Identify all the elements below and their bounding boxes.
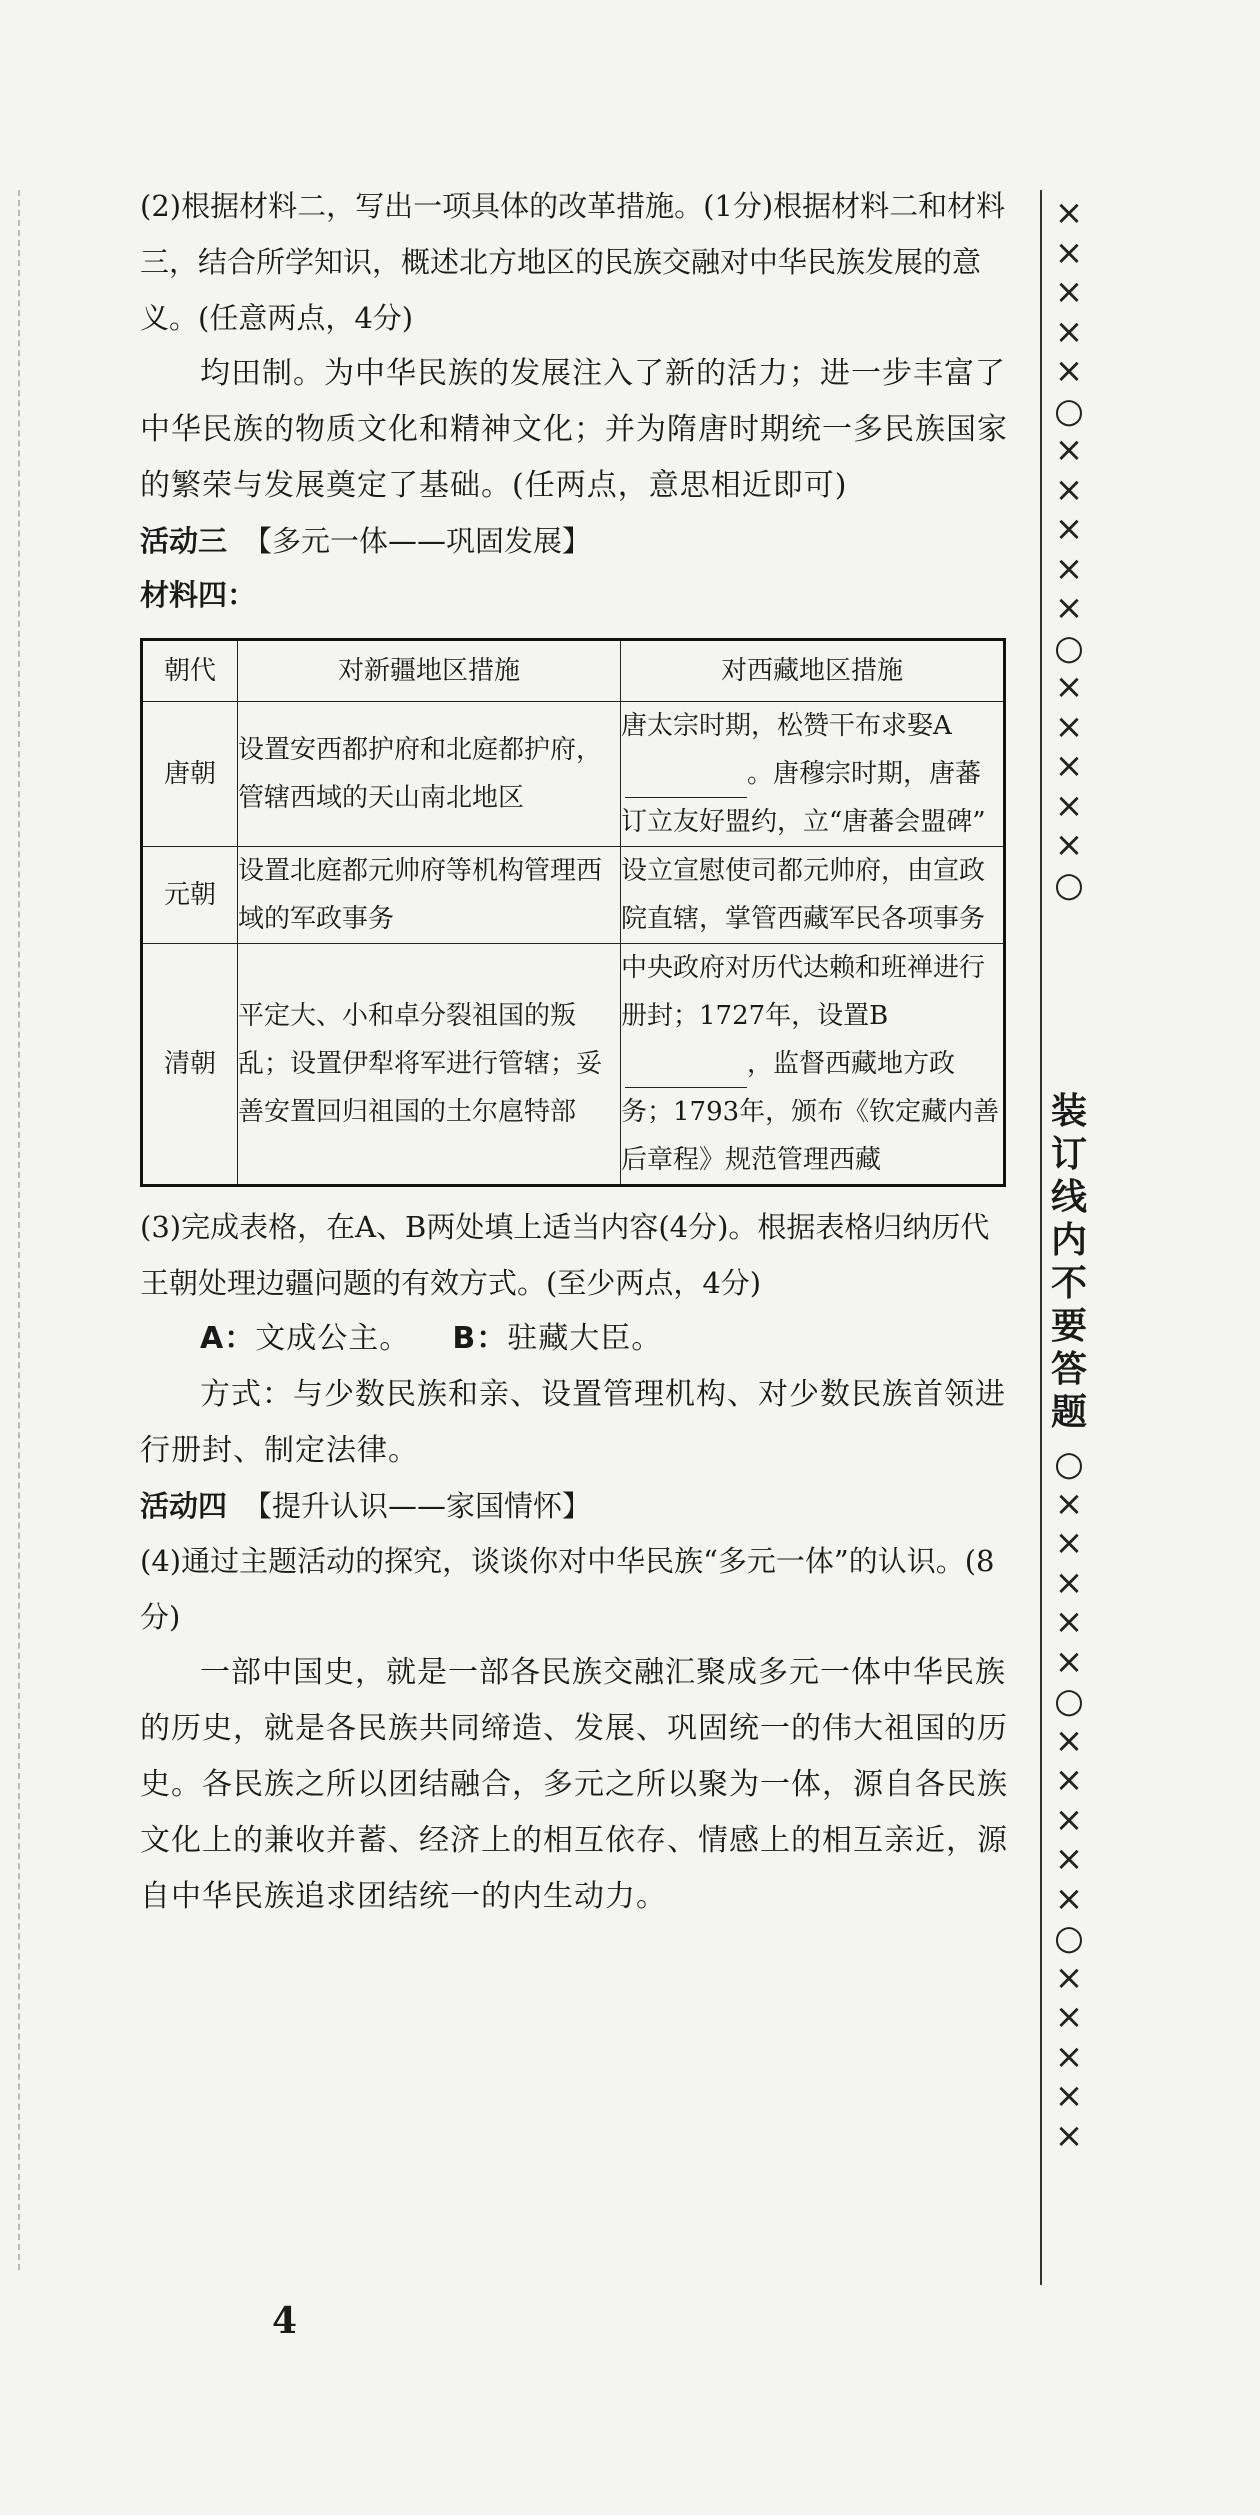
activity-4-label: 活动四 [140, 1489, 228, 1523]
binding-mark: × [1054, 2076, 1084, 2116]
binding-mark: × [1054, 1562, 1084, 1603]
binding-label-char: 不 [1050, 1263, 1087, 1304]
binding-mark: × [1054, 509, 1084, 549]
xinjiang-cell: 设置安西都护府和北庭都护府，管辖西域的天山南北地区 [238, 702, 621, 847]
binding-mark: × [1054, 1878, 1084, 1919]
dynasty-cell: 唐朝 [142, 702, 238, 847]
binding-mark: × [1054, 588, 1084, 628]
binding-warning-label [1046, 1090, 1092, 1434]
activity-4-topic: 【提升认识——家国情怀】 [243, 1489, 592, 1523]
answer-3-ab: A：文成公主。 B：驻藏大臣。 [200, 1321, 663, 1356]
binding-mark: × [1054, 1523, 1084, 1563]
answer-4: 一部中国史，就是一部各民族交融汇聚成多元一体中华民族的历史，就是各民族共同缔造、发展、巩固统一的伟大祖国的历史。各民族之所以团结融合，多元之所以聚为一体，源自各民族文化上的兼收并蓄、经济上的相互依存、情感上的相互亲近，源自中华民族追求团结统一的内生动力。 [140, 1655, 1008, 1914]
xizang-cell: 中央政府对历代达赖和班禅进行册封；1727年，设置B，监督西藏地方政务；1793年，颁布《钦定藏内善后章程》规范管理西藏 [621, 944, 1005, 1186]
binding-mark: × [1054, 351, 1084, 391]
material-4-label: 材料四： [140, 578, 257, 612]
question-4: (4)通过主题活动的探究，谈谈你对中华民族“多元一体”的认识。(8分) [140, 1544, 995, 1634]
binding-mark: ○ [1054, 1918, 1084, 1958]
binding-mark: × [1054, 825, 1084, 865]
binding-mark: × [1054, 1483, 1084, 1524]
answer-3-method: 方式：与少数民族和亲、设置管理机构、对少数民族首领进行册封、制定法律。 [140, 1377, 1006, 1468]
blank-a [625, 765, 747, 798]
binding-mark: × [1054, 232, 1084, 273]
binding-marks-top [1044, 194, 1094, 905]
binding-mark: ○ [1054, 864, 1084, 905]
activity-4-heading [140, 1479, 1010, 1533]
table-header-row [142, 640, 1005, 702]
binding-mark: × [1054, 2115, 1084, 2156]
xinjiang-cell: 平定大、小和卓分裂祖国的叛乱；设置伊犁将军进行管辖；妥善安置回归祖国的土尔扈特部 [238, 944, 621, 1186]
binding-mark: × [1054, 2036, 1084, 2077]
blank-b [625, 1055, 747, 1088]
binding-mark: × [1054, 1997, 1084, 2037]
xizang-cell: 设立宣慰使司都元帅府，由宣政院直辖，掌管西藏军民各项事务 [621, 847, 1005, 944]
binding-label-char: 订 [1050, 1134, 1087, 1175]
page-number: 4 [272, 2300, 298, 2342]
header-xizang: 对西藏地区措施 [621, 640, 1005, 702]
table-row [142, 847, 1005, 944]
binding-label-char: 题 [1050, 1392, 1087, 1433]
binding-mark: × [1054, 1602, 1084, 1642]
question-3: (3)完成表格，在A、B两处填上适当内容(4分)。根据表格归纳历代王朝处理边疆问题的有效方式。(至少两点，4分) [140, 1210, 990, 1300]
binding-dash-line [18, 190, 20, 2270]
binding-label-char: 装 [1050, 1091, 1087, 1132]
dynasty-cell: 清朝 [142, 944, 238, 1186]
activity-3-topic: 【多元一体——巩固发展】 [243, 524, 592, 558]
binding-mark: × [1054, 1760, 1084, 1800]
binding-mark: × [1054, 272, 1084, 312]
header-xinjiang: 对新疆地区措施 [238, 640, 621, 702]
answer-2: 均田制。为中华民族的发展注入了新的活力；进一步丰富了中华民族的物质文化和精神文化；并为隋唐时期统一多民族国家的繁荣与发展奠定了基础。(任两点，意思相近即可) [140, 356, 1008, 503]
binding-mark: × [1054, 469, 1084, 510]
binding-mark: × [1054, 193, 1084, 233]
xizang-cell: 唐太宗时期，松赞干布求娶A。唐穆宗时期，唐蕃订立友好盟约，立“唐蕃会盟碑” [621, 702, 1005, 847]
binding-mark: × [1054, 667, 1084, 707]
question-2: (2)根据材料二，写出一项具体的改革措施。(1分)根据材料二和材料三，结合所学知识，概述北方地区的民族交融对中华民族发展的意义。(任意两点，4分) [140, 189, 1006, 335]
binding-mark: ○ [1054, 390, 1084, 431]
binding-mark: × [1054, 706, 1084, 747]
binding-mark: ○ [1054, 1444, 1084, 1484]
dynasty-cell: 元朝 [142, 847, 238, 944]
binding-mark: × [1054, 1957, 1084, 1998]
table-row [142, 702, 1005, 847]
binding-mark: × [1054, 785, 1084, 826]
activity-3-heading [140, 514, 1010, 568]
binding-mark: × [1054, 1641, 1084, 1682]
material-4-table [140, 638, 1006, 1187]
binding-mark: × [1054, 311, 1084, 352]
binding-mark: × [1054, 1839, 1084, 1879]
xinjiang-cell: 设置北庭都元帅府等机构管理西域的军政事务 [238, 847, 621, 944]
page-content [140, 178, 1010, 1925]
binding-marks-bottom [1044, 1445, 1094, 2156]
binding-mark: × [1054, 548, 1084, 589]
binding-mark: × [1054, 1799, 1084, 1840]
binding-label-char: 答 [1050, 1349, 1087, 1390]
binding-label-char: 内 [1050, 1220, 1087, 1261]
binding-mark: × [1054, 1720, 1084, 1761]
binding-mark: × [1054, 746, 1084, 786]
binding-label-char: 线 [1050, 1177, 1087, 1218]
table-row [142, 944, 1005, 1186]
binding-mark: × [1054, 430, 1084, 470]
header-dynasty: 朝代 [142, 640, 238, 702]
binding-mark: ○ [1054, 1681, 1084, 1721]
activity-3-label: 活动三 [140, 524, 228, 558]
binding-mark: ○ [1054, 627, 1084, 668]
binding-label-char: 要 [1050, 1306, 1087, 1347]
